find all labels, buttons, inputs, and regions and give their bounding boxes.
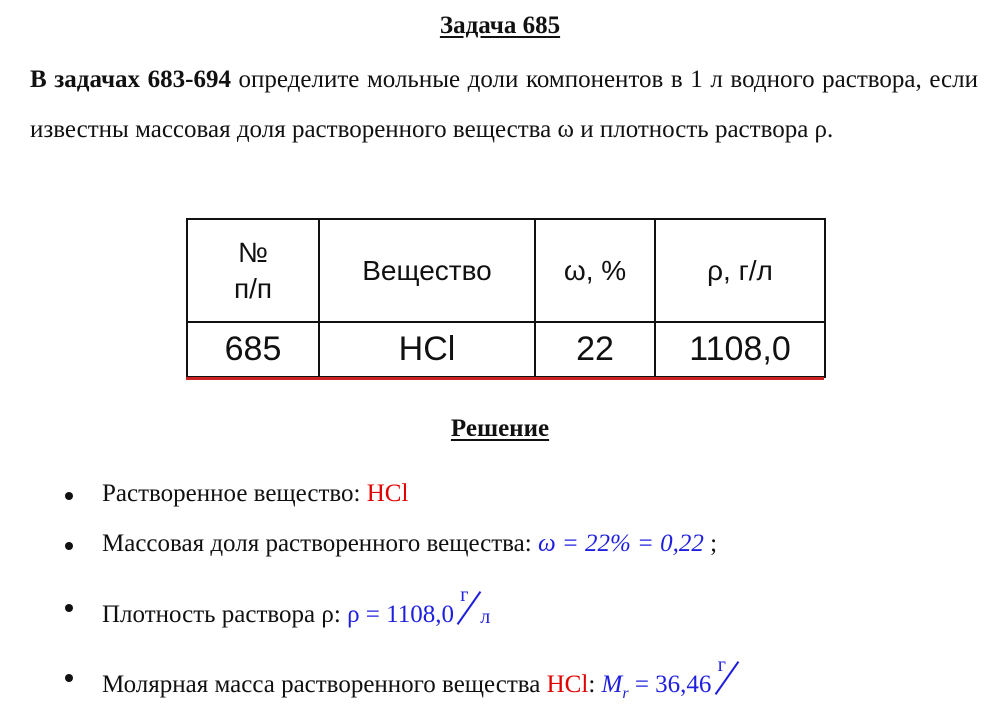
- unit-denominator: л: [480, 606, 491, 628]
- list-item: [0, 654, 1000, 712]
- bullet-icon: [65, 492, 73, 500]
- header-number-label: № п/п: [233, 236, 273, 304]
- cell-density: 1108,0: [655, 322, 825, 377]
- problem-title: Задача 685: [439, 12, 561, 39]
- unit-fraction: [460, 584, 496, 632]
- list-item-text: [102, 480, 408, 508]
- header-mass-fraction: ω, %: [535, 219, 655, 322]
- bullet-icon: [65, 674, 73, 682]
- table-header-row: [187, 219, 825, 322]
- data-table: [186, 218, 826, 378]
- formula-suffix: ;: [703, 530, 718, 557]
- bullet-label: Массовая доля растворенного вещества:: [102, 530, 538, 557]
- problem-statement: [30, 55, 978, 155]
- cell-substance: HCl: [319, 322, 535, 377]
- unit-fraction: [717, 654, 754, 702]
- bullet-icon: [65, 542, 73, 550]
- list-item: [0, 584, 1000, 642]
- bullet-label: Плотность раствора ρ:: [102, 601, 348, 628]
- header-density: ρ, г/л: [655, 219, 825, 322]
- header-substance: Вещество: [319, 219, 535, 322]
- solute-formula: HCl: [546, 671, 589, 698]
- list-item-text: [102, 654, 754, 703]
- bullet-icon: [65, 604, 73, 612]
- molar-mass-symbol: M: [601, 671, 623, 698]
- table-row: [187, 322, 825, 377]
- list-item-text: [102, 584, 496, 632]
- solute-formula: HCl: [366, 480, 409, 507]
- bullet-label: Молярная масса растворенного вещества: [102, 671, 547, 698]
- solution-title: Решение: [450, 415, 550, 442]
- list-item: [0, 530, 1000, 580]
- problem-text: определите мольные доли компонентов в 1 л водного раствора, если известны массовая доля растворенного вещества ω и плотность раствора ρ.: [30, 66, 978, 143]
- header-number: [187, 219, 319, 322]
- bullet-label: Растворенное вещество:: [102, 480, 367, 507]
- unit-numerator: г: [460, 584, 469, 606]
- problem-range: В задачах 683-694: [30, 66, 231, 93]
- molar-mass-subscript: r: [622, 685, 629, 702]
- list-item-text: [102, 530, 717, 558]
- density-formula: ρ = 1108,0: [347, 601, 454, 628]
- list-item: [0, 480, 1000, 530]
- molar-mass-value: = 36,46: [628, 671, 712, 698]
- unit-numerator: г: [717, 654, 726, 676]
- bullet-colon: :: [588, 671, 602, 698]
- cell-number: 685: [187, 322, 319, 377]
- cell-mass-fraction: 22: [535, 322, 655, 377]
- table-red-underline: [186, 377, 824, 380]
- mass-fraction-formula: ω = 22% = 0,22: [537, 530, 704, 557]
